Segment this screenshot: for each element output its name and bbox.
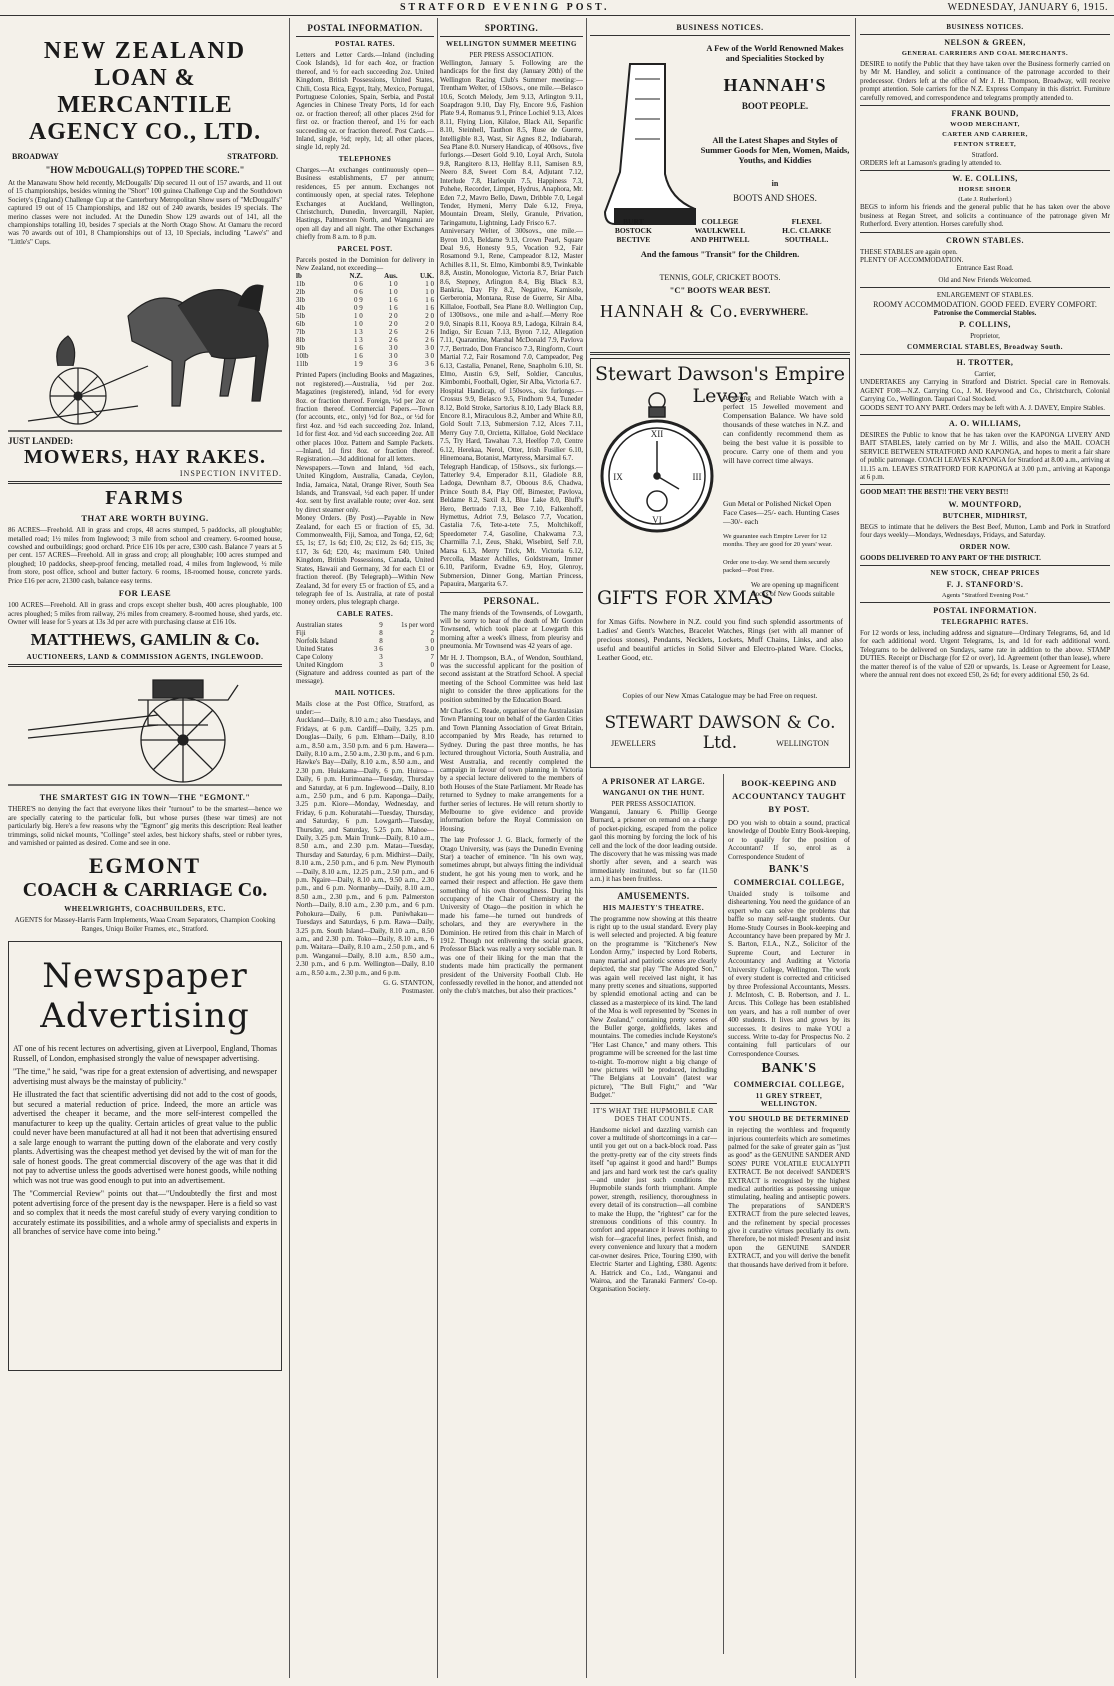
transit: And the famous "Transit" for the Children. bbox=[640, 249, 800, 259]
parcel-row bbox=[296, 280, 434, 288]
parcel-cell: 2 6 bbox=[425, 328, 434, 337]
sd-wellington: WELLINGTON bbox=[776, 739, 829, 748]
parcel-cell: 11lb bbox=[296, 360, 309, 369]
parcel-row bbox=[296, 344, 434, 352]
parcel-row bbox=[296, 296, 434, 304]
gifts-for-xmas: GIFTS FOR XMAS bbox=[597, 587, 774, 609]
parcel-cell: 4lb bbox=[296, 304, 305, 313]
personal-1: The many friends of the Townsends, of Lowgarth, will be sorry to hear of the death of Mr Gordon Townsend, which took place at Lowgarth this morning after a week's illness, from pleurisy and pneumonia. Mr Townsend was 42 years of age. bbox=[440, 608, 583, 651]
parcel-cell: 2 6 bbox=[425, 336, 434, 345]
bookkeeping-heading: BOOK-KEEPING AND ACCOUNTANCY TAUGHT BY POST. bbox=[732, 778, 846, 814]
c-boots: "C" BOOTS WEAR BEST. bbox=[669, 285, 771, 295]
parcel-cell: 8lb bbox=[296, 336, 305, 345]
parcel-cell: 2 0 bbox=[388, 320, 398, 329]
enlargement: ENLARGEMENT OF STABLES. bbox=[936, 291, 1034, 300]
column-5 bbox=[860, 20, 1110, 1680]
news-body-3: He illustrated the fact that scientific advertising did not add to the cost of goods, but secured a material reduction of price. Indeed, the more an article was advertised the cheaper it became, and the more self-interest compelled the manufacturer to keep up the quality. Certain articles of great value to the public could never have been manufactured at all had it not been that advertising ensured a sale large enough to warrant the putting down of the elaborate and very costly plants. Advertising was the cheapest method yet devised by the wit of man for the sale of honest goods. The great commercial discovery of the age was that it did not pay to advertise unless the goods advertised were honest goods, while nothing which was not true was good enough to put into an advertisement. bbox=[13, 1090, 277, 1185]
cable-table bbox=[296, 621, 434, 669]
hannah-ad bbox=[590, 39, 850, 349]
banks-1: BANK'S bbox=[768, 864, 810, 876]
sd-body-2: Gun Metal or Polished Nickel Open Face Cases—25/- each. Hunting Cases—30/- each bbox=[723, 499, 840, 526]
parcel-row bbox=[296, 360, 434, 368]
collins-body: BEGS to inform his friends and the general public that he has taken over the above business at Regan Street, and solicits a continuance of the patronage given Mr Rutherford. Every attention. Horses carefully shod. bbox=[860, 203, 1110, 229]
williams: A. O. WILLIAMS, bbox=[948, 419, 1022, 428]
sander-body: in rejecting the worthless and frequently injurious counterfeits which are sometimes palmed for the sake of greater gain as "just as good" as the GENUINE SANDER AND SONS' PURE VOLATILE EUCALYPTI EXTRACT. Be not deceived! SANDER'S EXTRACT is recognised by the highest medical authorities as possessing unique stimulating, healing and antiseptic powers. The preparations of SANDER'S EXTRACT from the pure selected leaves, and the refinement by special processes give it curative virtues peculiarly its own. Therefore, be not misled! Present and insist upon the GENUINE SANDER EXTRACT, and you will derive the benefit that thousands have derived from it before. bbox=[728, 1126, 850, 1269]
egmont-heading-2: COACH & CARRIAGE Co. bbox=[22, 879, 268, 902]
personal-3: Mr Charles C. Reade, organiser of the Australasian Town Planning tour on behalf of the Garden Cities and Town Planning Association of Great Britain, accompanied by Mrs Reade, has returned to Sydney. During the past three months, he has lectured throughout Victoria, South Australia, and West Australia, and recently completed the campaign in favour of town planning in Victoria by a special lecture delivered to the members of both Houses of the State Parliament. Mr Reade has returned to Sydney to make arrangements for a further series of lectures. He will return shortly to Melbourne to give evidence and provide information before the Royal Commission on Housing. bbox=[440, 707, 583, 833]
telephones: TELEPHONES bbox=[338, 154, 392, 163]
cable-cell: Cape Colony bbox=[296, 652, 333, 661]
news-title-2: Advertising bbox=[40, 996, 250, 1037]
parcel-header-cell: U.K. bbox=[420, 272, 434, 281]
xmas-side: We are opening up magnificent stocks of New Goods suitable bbox=[751, 581, 839, 598]
column-2 bbox=[296, 20, 434, 1680]
postal-heading: POSTAL INFORMATION. bbox=[307, 23, 423, 33]
news-title: Newspaper bbox=[42, 956, 248, 997]
masthead-rule bbox=[0, 15, 1114, 16]
newspaper-advertising-box bbox=[8, 941, 282, 1371]
cable-cell: 0 bbox=[430, 636, 434, 645]
parcel-cell: 3 0 bbox=[388, 352, 398, 361]
cable-cell: 0 bbox=[430, 660, 434, 669]
wanganui-heading: WANGANUI ON THE HUNT. bbox=[602, 789, 705, 797]
carrier: Carrier, bbox=[974, 370, 996, 379]
new-stock: NEW STOCK, CHEAP PRICES bbox=[930, 569, 1040, 578]
svg-text:XII: XII bbox=[650, 429, 664, 439]
sander-heading: YOU SHOULD BE DETERMINED bbox=[729, 1115, 849, 1124]
parcel-cell: 3 0 bbox=[425, 344, 434, 353]
brand-name: SOUTHALL. bbox=[784, 235, 829, 244]
postmaster: Postmaster. bbox=[401, 986, 434, 995]
hannah-intro: A Few of the World Renowned Makes and Specialities Stocked by bbox=[706, 43, 844, 63]
sd-body-4: Order one to-day. We send them securely packed—Post Free. bbox=[723, 559, 831, 574]
goods-delivered: GOODS DELIVERED TO ANY PART OF THE DISTRICT. bbox=[860, 553, 1041, 562]
parcel-cell: 3 6 bbox=[388, 360, 398, 369]
postal-body: Letters and Letter Cards.—Inland (including Cook Islands), 1d for each 4oz, or fraction thereof, and ½ for each succeeding 2oz. United Kingdom, British Possessions, United States, Chili, Costa Rica, Egypt, Italy, Mexico, Portugal, Portuguese Colonies, Spain, Serbia, and Postal Agencies in Chinese Treaty Ports, 1d for each oz. or fraction thereof; all other places 2½d for first oz. or fraction thereof, and 1½ for each succeeding oz. or fraction thereof. Post Cards.—Inland, single, ½d; reply, 1d; all other places, single 1d, reply 2d. bbox=[296, 51, 434, 152]
parcel-cell: 1 0 bbox=[388, 288, 398, 297]
col4-lower-right bbox=[723, 774, 850, 1654]
parcel-cell: 0 6 bbox=[353, 280, 363, 289]
cable-row bbox=[296, 653, 434, 661]
mountford: W. MOUNTFORD, bbox=[948, 499, 1022, 509]
business-notices: BUSINESS NOTICES. bbox=[676, 23, 764, 32]
parcel-row bbox=[296, 312, 434, 320]
brand-name: BURT bbox=[623, 217, 644, 226]
entrance: Entrance East Road. bbox=[956, 264, 1014, 273]
lease-body: 100 ACRES—Freehold. All in grass and crops except shelter bush, 400 acres ploughable, 100 acres ploughed; 5 miles from railway, 2½ miles from creamery. 8-roomed house, shed yards, etc. Owner will lease for 5 years at 13s 3d per acre with purchasing clause at £16 10s. bbox=[8, 601, 282, 626]
matthews-heading: MATTHEWS, GAMLIN & Co. bbox=[30, 630, 260, 650]
cable-cell: 3 6 bbox=[374, 644, 383, 653]
nz-name-2: LOAN & MERCANTILE bbox=[57, 65, 233, 118]
parcel-cell: 0 6 bbox=[353, 288, 363, 297]
mail-list: Auckland—Daily, 8.10 a.m.; also Tuesdays, and Fridays, at 6 p.m. Cardiff—Daily, 3.25 p.m. Douglas—Daily, 6 p.m. Eltham—Daily, 8.10 a.m., 8.50 a.m., 3.50 p.m. and 6 p.m. Hawera—Daily, 8.10 a.m., 2.50 a.m., 2.30 p.m., and 6 p.m. Hawke's Bay—Daily, 8.10 a.m., 8.50 a.m., and 2.30 p.m. Huiakama—Daily, 6 p.m. Huiroa—Daily, 6 p.m. Hurimoana—Tuesday, Thursday and Saturday, at 6 p.m. Inglewood—Daily, 8.10 a.m., 2.50 p.m., and 6 p.m. Kaponga—Daily, 3.25 p.m. Kiore—Monday, Wednesday, and Friday, 6 p.m. Kohuratahi—Tuesday, Thursday, and Saturday, 6 p.m. Lowgarth—Tuesday, Thursday, and Saturday, 5.25 p.m. Mahoe—Daily, 3.25 p.m. Main Trunk—Daily, 8.10 a.m., 8.50 a.m., and 2.30 p.m. Matau—Tuesday, Thursday and Saturday, 6 p.m. Midhirst—Daily, 8.10 a.m., 2.50 p.m., and 6 p.m. New Plymouth—Daily, 8.10 a.m., 12.25 p.m., 2.50 p.m., and 6 p.m. Ngaire—Daily, 8.10 a.m., 9.50 a.m., 2.30 p.m., and 6 p.m. Normanby—Daily, 8.10 a.m., 8.50 a.m., 2.30 p.m., and 6 p.m. Palmerston North—Daily, 8.10 a.m., 2.30 p.m., and 6 p.m. Pohokura—Daily, 6 p.m. Puniwhakau—Tuesdays and Saturdays, 6 p.m. Rawa—Daily, 3.25 p.m. South Island—Daily, 8.10 a.m., 8.50 a.m., and 2.30 p.m. Toko—Daily, 8.10 a.m., 6 p.m. Waitara—Daily, 8.10 a.m., 2.50 p.m., and 6 p.m. Wanganui—Daily, 8.10 a.m., 8.50 a.m., 2.30 p.m., and 6 p.m. Wellington—Daily, 8.10 a.m., 8.50 a.m., 2.30 p.m., and 6 p.m. bbox=[296, 716, 434, 977]
paper-date: WEDNESDAY, JANUARY 6, 1915. bbox=[947, 2, 1108, 13]
telegraph-body: For 12 words or less, including address and signature—Ordinary Telegrams, 6d, and 1d for each additional word. Urgent Telegrams, 1s, and 1d for each additional word. Telegrams to be delivered on Sundays, same rate in addition to the above. STAMP DUTIES. Receipt or Discharge (for £2 or over), 1d. Agreement (other than lease), where the matter thereof is of the value of £20 or upwards, 1s. Lease or Agreement for Lease, where the annual rent does not exceed £50, 2s 6d; for every additional £50, 2s 6d. bbox=[860, 629, 1110, 680]
parcel-cell: 1 6 bbox=[425, 304, 434, 313]
nz-address-left: BROADWAY bbox=[12, 152, 59, 161]
parcel-cell: 1 3 bbox=[353, 328, 363, 337]
agents: Agents "Stratford Evening Post." bbox=[941, 592, 1029, 600]
newspapers: Newspapers.—Town and Inland, ½d each, United Kingdom, Australia, Canada, Ceylon, India, Jamaica, Natal, Orange River, South Sea Islands, and Transvaal, ½d each paper. If under 4oz. sent by first available route; over 4oz. sent by direct steamer only. bbox=[296, 463, 434, 514]
parcel-row bbox=[296, 336, 434, 344]
parcel-cell: 6lb bbox=[296, 320, 305, 329]
gig-body: THERE'S no denying the fact that everyone likes their "turnout" to be the smartest—hence we are specially catering to the particular folk, but whose purses (these war times) are not particularly big. Here's a few reasons why the "Egmont" gig merits this description: Real leather trimmings, solid nickel mounts, "Collinge" steel axles, best hickory shafts, steel or rubber tyres, and varnished or painted as desired. Come and see in one. bbox=[8, 805, 282, 847]
cable-cell: 1s per word bbox=[400, 620, 434, 629]
watch-illustration bbox=[597, 391, 717, 541]
catalogue-note: Copies of our New Xmas Catalogue may be had Free on request. bbox=[622, 691, 818, 700]
parcel-cell: 1 6 bbox=[353, 344, 363, 353]
press-association: PER PRESS ASSOCIATION. bbox=[469, 51, 554, 59]
money-orders: Money Orders. (By Post).—Payable in New Zealand, for each £5 or fraction of £5, 3d. Commonwealth, Fiji, Samoa, and Tonga, £2, 6d; £5, 1s; £7, 1s 6d; £10, 2s; £12, 2s 6d; £15, 3s; £17, 3s 6d; £20, 4s; maximum £40. United Kingdom, British Possessions, Canada, United States, Hawaii and Germany, 3d for each £1 or fraction thereof. (By Telegraph)—Within New Zealand, 3d for every £5 or fraction of £5, and a telegraph fee of 1s. Australia, at rate of postal money orders, plus telegraph charge. bbox=[296, 514, 434, 607]
sporting-body-4: Telegraph Handicap, of 150sovs., six furlongs.—Tatterley 9.4, Emperador 8.11, Gladiole 8.8, Ladoga, Dewnham 8.7, Oboous 8.6, Chadwa, Prince South 8.4, Play Off, Bimester, Pavlova, Beldame 8.2, Saxil 8.1, Blue Lake 8.0, Bluff's Hero, Bertrado 7.13, Bee 7.10, Falkenhoff, Hymettus, Adriot 7.9, Belasco 7.7, Vocation, Castalia 7.6, Tete-a-tete 7.5, Moltchikoff, Speedometer 7.4, Gasoline, Chakwama 7.3, Charmilla 7.1, Zeus, Shaki, Wisebird, Self 7.0, Marsa 6.13, Merry Trick, Mt. Victoria 6.12, Percolla, Master Achilles, Goldstream, Immer 6.10, Pariform, Evadne 6.9, Hoy, Glenroy, Submersion, Dinner Gong, Martian Princess, Papauira, Margarita 6.7. bbox=[440, 462, 583, 589]
cable-cell: 9 bbox=[379, 620, 383, 629]
parcel-cell: 2 0 bbox=[425, 312, 434, 321]
hupmobile-heading: IT'S WHAT THE HUPMOBILE CAR DOES THAT COUNTS. bbox=[593, 1106, 714, 1123]
old-new-friends: Old and New Friends Welcomed. bbox=[938, 276, 1032, 285]
brand-name: AND PHITWELL bbox=[690, 235, 750, 244]
parcel-cell: 1 9 bbox=[353, 360, 363, 369]
hannah-co: HANNAH & Co. bbox=[600, 301, 739, 321]
crown-stables: CROWN STABLES. bbox=[946, 235, 1024, 245]
parcel-cell: 0 9 bbox=[353, 296, 363, 305]
frank-bound: FRANK BOUND, bbox=[951, 109, 1019, 119]
mowers-heading: MOWERS, HAY RAKES. bbox=[23, 446, 267, 469]
cable-cell: 3 0 bbox=[425, 644, 434, 653]
col4-lower bbox=[590, 774, 850, 1654]
late-rutherford: (Late J. Rutherford.) bbox=[958, 196, 1012, 204]
just-landed: JUST LANDED: bbox=[8, 436, 74, 447]
parcel-intro: Parcels posted in the Dominion for delivery in New Zealand, not exceeding— bbox=[296, 255, 434, 272]
hannah-name: HANNAH'S bbox=[723, 75, 827, 95]
svg-text:III: III bbox=[692, 472, 702, 482]
matthews-sub: AUCTIONEERS, LAND & COMMISSION AGENTS, INGLEWOOD. bbox=[26, 653, 264, 662]
parcel-cell: 1 0 bbox=[388, 280, 398, 289]
sd-body-1: A strong and Reliable Watch with a perfect 15 Jewelled movement and Compensation Balance. We have sold thousands of these watches in N.Z. and can confidently recommend them as being the best value it is possible to procure. Carry one of them and you will have correct time always. bbox=[723, 393, 843, 465]
brand-name: FLEXEL bbox=[791, 217, 822, 226]
parcel-header-cell: Aus. bbox=[384, 272, 398, 281]
column-divider bbox=[586, 18, 587, 1678]
column-divider bbox=[289, 18, 290, 1678]
proprietor: Proprietor, bbox=[970, 332, 1000, 341]
cable-note: (Signature and address counted as part of the message). bbox=[296, 668, 434, 686]
sd-title: Stewart Dawson's Empire Lever bbox=[595, 363, 845, 407]
parcel-cell: 3 0 bbox=[425, 352, 434, 361]
column-3 bbox=[440, 20, 583, 1680]
parcel-cell: 1 0 bbox=[425, 288, 434, 297]
cable-cell: 2 bbox=[430, 628, 434, 637]
order-now: ORDER NOW. bbox=[959, 542, 1011, 551]
prisoner-body: Wanganui, January 6. Phillip George Burnard, a prisoner on remand on a charge of pocket-picking, escaped from the police gaol this morning by forcing the lock of his cell and the lock of the door leading outside. The discovery that he was missing was made shortly after seven, and a search was immediately instituted, but so far (11.50 a.m.) it has been fruitless. bbox=[590, 808, 717, 884]
parcel-cell: 10lb bbox=[296, 352, 309, 361]
wellington-meeting: WELLINGTON SUMMER MEETING bbox=[446, 40, 577, 48]
parcel-cell: 2 0 bbox=[425, 320, 434, 329]
nelson-body: DESIRE to notify the Public that they have taken over the Business formerly carried on by Mr M. Handley, and solicit a continuance of the patronage accorded to their predecessor. Orders left at the office of Mr J. H. Thompson, Broadway, will receive prompt attention. Sole carriers for the N.Z. Express Company in this district. Furniture carefully removed, and correspondence and telegrams promptly attended to. bbox=[860, 60, 1110, 102]
parcel-cell: 3 0 bbox=[388, 344, 398, 353]
postal-information-2: POSTAL INFORMATION. bbox=[933, 606, 1037, 616]
boot-people: BOOT PEOPLE. bbox=[741, 101, 809, 111]
egmont-sub: WHEELWRIGHTS, COACHBUILDERS, ETC. bbox=[64, 905, 226, 914]
telephones-body: Charges.—At exchanges continuously open—Business establishments, £7 per annum; residences, £5 per annum. Exchanges not continuously open, at special rates. Telephone Exchanges at Auckland, Wellington, Christchurch, Dunedin, Invercargill, Napier, Hastings, Palmerston North, and Wanganui are open all day and all night. The other Exchanges chiefly from 8 a.m. to 8 p.m. bbox=[296, 165, 434, 242]
parcel-cell: 1 3 bbox=[353, 336, 363, 345]
cable-row bbox=[296, 629, 434, 637]
crown-body: THESE STABLES are again open. bbox=[860, 247, 958, 256]
prisoner-heading: A PRISONER AT LARGE. bbox=[601, 777, 706, 786]
parcel-table bbox=[296, 272, 434, 368]
column-4 bbox=[590, 20, 850, 1680]
grey-street: 11 GREY STREET, WELLINGTON. bbox=[755, 1092, 823, 1109]
parcel-row bbox=[296, 304, 434, 312]
roomy: ROOMY ACCOMMODATION. GOOD FEED. EVERY COMFORT. bbox=[873, 299, 1097, 309]
cable-cell: 7 bbox=[430, 652, 434, 661]
column-divider bbox=[855, 18, 856, 1678]
cable-cell: Australian states bbox=[296, 620, 343, 629]
sporting-body-1: Wellington, January 5. Following are the handicaps for the first day (January 20th) of the Wellington Racing Club's Summer meeting:— Trentham Welter, of 150sovs., one mile.—Belasco 10.6, Scotch Melody, Jem 9.13, Arlington 9.11, Soapdragon 9.10, Day Fly, Encore 9.6, Fashion Plate 9.4, Romanus 9.1, Prince Lochiel 9.13, Alces 8.11, Flying Lion, Kilaloe, Black Ail, Separific 8.10, Steinhell, Tauthon 8.5, Ruse de Guerre, Intelligible 8.3, Wast, Sir Agnes 8.2, Indiabarah, Sea Plane 8.0. Nursery Handicap, of 400sovs., five furlongs.—Desert Gold 9.10, Loyal Arch, Sutola 9.8, Rangitero 8.13, Hellfay 8.11, Samisen 8.9, Neero 8.8, Sweet Corn 8.4, Adjutant 7.12, Interlude 7.8, Harlequin 7.5, Happiness 7.3, Pohehe, Recorder, Limpet, Hydrus, Anaphora, Mr. Eden 7.2, Mavro Bello, Dawn, Dribble 7.0, Legal Tender, Hymeni, Merry Dale 6.12, Freya, Mountain Dream, Sleily, Granule, Privation, Taringamutu, Lightning, Lady Frisco 6.7. bbox=[440, 59, 583, 227]
postmaster-sign: G. G. STANTON, bbox=[383, 978, 434, 987]
parcel-cell: 0 9 bbox=[353, 304, 363, 313]
wood-merchant: WOOD MERCHANT, bbox=[950, 121, 1020, 129]
parcel-cell: 1 6 bbox=[425, 296, 434, 305]
business-notices-2: BUSINESS NOTICES. bbox=[946, 23, 1024, 31]
carter-carrier: CARTER AND CARRIER, bbox=[942, 131, 1028, 139]
mail-notices: MAIL NOTICES. bbox=[334, 688, 396, 697]
for-lease: FOR LEASE bbox=[118, 588, 172, 599]
brand-name: COLLEGE bbox=[701, 217, 739, 226]
paper-title: STRATFORD EVENING POST. bbox=[400, 2, 610, 13]
cable-cell: United States bbox=[296, 644, 334, 653]
svg-text:IX: IX bbox=[613, 472, 623, 482]
cable-cell: 8 bbox=[379, 636, 383, 645]
cable-cell: United Kingdom bbox=[296, 660, 344, 669]
parcel-header-cell: lb bbox=[296, 272, 302, 281]
printed-papers: Printed Papers (including Books and Magazines, not registered).—Australia, ½d per 2oz. Magazines (registered), inland, ½d for every 8oz. or fraction thereof. Foreign, ½d per 2oz or fraction thereof. Commercial Papers.—Town (for accounts, etc., only) ½d for 8oz., or ½d for first 4oz. and ½d each succeeding 2oz. Inland, 1d for first 4oz. and ½d each succeeding 2oz. All other places 10oz. Pattern and Sample Packets.—Inland, 1d first 8oz. or fraction thereof. Registration.—3d additional for all letters. bbox=[296, 371, 434, 464]
everywhere: EVERYWHERE. bbox=[740, 307, 808, 317]
plenty: PLENTY OF ACCOMMODATION. bbox=[860, 256, 964, 265]
mower-illustration bbox=[8, 246, 282, 436]
brand-name: H.C. CLARKE bbox=[782, 226, 832, 235]
frank-body: ORDERS left at Lamason's grading ly attended to. bbox=[860, 159, 1002, 168]
sporting-heading: SPORTING. bbox=[484, 23, 539, 33]
parcel-cell: 2 0 bbox=[388, 312, 398, 321]
cable-cell: Norfolk Island bbox=[296, 636, 338, 645]
masthead bbox=[0, 0, 1114, 14]
amusements-body: The programme now showing at this theatre is right up to the usual standard. Every play is well selected and projected. A big feature on the programme is "Kitchener's New London Army," inspected by Lord Roberts, many martial and patriotic scenes are clearly depicted, the star play "The Adopted Son," was again well received last night, it has many pretty scenes and situations, supported by splendid emotional acting and can be classed as a masterpiece of its kind. The land of the Moa is well represented by "Scenes in New Zealand," containing pretty scenes of the Buller gorge, goldfields, lakes and mountains. The comedies include Keystone's "Her Last Chance," and many others. This programme will be screened for the last time to-night. To-morrow night a big change of new pictures will be produced, including "The Belgians at Louvain" (latest war picture), "The Bull Fight," and "War Budget." bbox=[590, 914, 717, 1100]
parcel-cell: 2lb bbox=[296, 288, 305, 297]
banks-2: BANK'S bbox=[761, 1061, 817, 1077]
cable-row bbox=[296, 645, 434, 653]
commercial-stables: COMMERCIAL STABLES, Broadway South. bbox=[907, 343, 1063, 352]
mail-intro: Mails close at the Post Office, Stratford, as under:— bbox=[296, 699, 434, 716]
gig-illustration bbox=[8, 670, 282, 790]
col4-lower-left bbox=[590, 774, 717, 1654]
personal-4: The late Professor J. G. Black, formerly of the Otago University, was (says the Dunedin Evening Star) a teacher of eminence. "In his own way, sometimes abrupt, but always fitting the individual student, he got his young men to work, and he earned their respect and affection. He gave them something of his own thoroughness. During his occupancy of the Chair of Chemistry at the University of Otago—the position in which he made his fame—he turned out hundreds of scholars, and they are everywhere in the Dominion. He retired from this chair in March of 1912. Though not enlivening the social graces, Professor Black was really a very sociable man. It was one of their liking for the man that the students made him practically the permanent president of the University Football Club. He confessedly revelled in the honor, and attended not only the club's matches, but also their practices." bbox=[440, 836, 583, 996]
sporting-body-2: Anniversary Welter, of 300sovs., one mile.—Byron 10.3, Beldame 9.13, Crown Pearl, Square Deal 9.6, Honesty 9.5, Vocation 9.2, Fair Rosamond 9.1, Rene, Campeador 8.12, Master Achilles 8.11, St. Elmo, Kimbombi 8.9, Twinkable 8.8, Austin, Monologue, Victoria 8.7, Briar Patch 8.6, Stepney, Arlington 8.4, Big Black 8.3, Bankria, Day Fly 8.2, Negative, Kamisole, Gerberonia, Montana, Ruse de Guerre, Sir Alba, Killaloe, Football, Sea Plane 8.0. Wellington Cup, of 1300sovs., one mile and a-half.—Merry Roe 9.0, Sinapis 8.11, Kooya 8.9, Ladoga, Kilrain 8.4, Indigo, Sir Ecuan 7.13, Byron 7.12, Allegation 7.11, Quarantine, Marshal McDonald 7.9, Pavlova 7.7, Bertrado, Don Francisco 7.3, Ringform, Court Martial 7.2, Fair Rosamond 7.0, Campeador, Peg 6.13, Castalia, Penanel, Rene, Snapholm 6.10, St. Elmo, Austin 6.9, Self, Soldier, Canculus, Kimbombi, Football, Ogier, Sir Alba, Victoria 6.7. bbox=[440, 227, 583, 387]
goods-sent: GOODS SENT TO ANY PART. Orders may be left with A. J. DAVEY, Empire Stables. bbox=[860, 403, 1106, 412]
trotter-body: UNDERTAKES any Carrying in Stratford and District. Special care in Removals. AGENT FOR—N.Z. Carrying Co., J. M. Heywood and Co., Christchurch, Colonial Carrying Co., Wellington. Taupari Coal Stocked. bbox=[860, 378, 1110, 404]
nz-tagline: "HOW McDOUGALL(S) TOPPED THE SCORE." bbox=[45, 165, 245, 175]
parcel-cell: 2 6 bbox=[388, 328, 398, 337]
sd-company: STEWART DAWSON & Co. Ltd. bbox=[604, 713, 836, 753]
stanford: F. J. STANFORD'S. bbox=[946, 580, 1024, 590]
jewellers: JEWELLERS bbox=[611, 739, 656, 748]
cable-rates: CABLE RATES. bbox=[336, 609, 394, 618]
boot-illustration bbox=[600, 59, 700, 239]
nelson-sub: GENERAL CARRIERS AND COAL MERCHANTS. bbox=[901, 50, 1069, 57]
stewart-dawson-ad bbox=[590, 358, 850, 768]
commercial-college-1: COMMERCIAL COLLEGE, bbox=[733, 878, 845, 888]
cable-cell: 3 bbox=[379, 660, 383, 669]
parcel-cell: 1 6 bbox=[388, 304, 398, 313]
column-1 bbox=[8, 20, 282, 1680]
brand-name: WAULKWELL bbox=[694, 226, 746, 235]
patronise: Patronise the Commercial Stables. bbox=[933, 309, 1037, 318]
parcel-cell: 9lb bbox=[296, 344, 305, 353]
press-association-2: PER PRESS ASSOCIATION. bbox=[611, 800, 696, 808]
nz-address bbox=[12, 152, 278, 161]
column-divider bbox=[437, 18, 438, 1678]
egmont-agents: AGENTS for Massey-Harris Farm Implements, Waaa Cream Separators, Champion Cooking Ranges, Uniqu Boiler Frames, etc., Stratford. bbox=[14, 916, 276, 933]
brand-name: BOSTOCK bbox=[614, 226, 652, 235]
svg-text:VI: VI bbox=[652, 515, 662, 525]
nz-name-3: AGENCY CO., LTD. bbox=[28, 119, 262, 145]
farms-heading: FARMS bbox=[105, 487, 185, 510]
parcel-cell: 1 0 bbox=[353, 312, 363, 321]
butcher: BUTCHER, MIDHIRST, bbox=[942, 511, 1028, 520]
personal-heading: PERSONAL. bbox=[483, 595, 540, 606]
cable-row bbox=[296, 637, 434, 645]
hannah-in: in bbox=[771, 179, 779, 188]
bookkeeping-body-1: DO you wish to obtain a sound, practical knowledge of Double Entry Book-keeping, or to qualify for the position of Accountant? If so, enrol as a Correspondence Student of bbox=[728, 819, 850, 861]
boots-and-shoes: BOOTS AND SHOES. bbox=[733, 193, 817, 203]
mountford-body: BEGS to intimate that he delivers the Best Beef, Mutton, Lamb and Pork in Stratford four days weekly—Mondays, Wednesdays, Fridays, and Saturday. bbox=[860, 522, 1110, 540]
inspection: INSPECTION INVITED. bbox=[179, 469, 282, 479]
fenton-street: FENTON STREET, bbox=[953, 141, 1017, 149]
parcel-row bbox=[296, 288, 434, 296]
commercial-college-2: COMMERCIAL COLLEGE, bbox=[733, 1080, 845, 1090]
news-body-2: "The time," he said, "was ripe for a great extension of advertising, and newspaper advertising must always be the mainstay of publicity." bbox=[13, 1067, 277, 1086]
personal-2: Mr H. J. Thompson, B.A., of Wendon, Southland, was the successful applicant for the position of second assistant at the Stratford School. A special meeting of the School Committee was held last night to consider the three applications for the position submitted by the Education Board. bbox=[440, 653, 583, 704]
farms-sub: THAT ARE WORTH BUYING. bbox=[81, 513, 209, 524]
parcel-cell: 1 0 bbox=[353, 320, 363, 329]
cable-cell: 8 bbox=[379, 628, 383, 637]
p-collins: P. COLLINS, bbox=[959, 320, 1011, 330]
farms-body: 86 ACRES—Freehold. All in grass and crops, 48 acres stumped, 5 paddocks, all ploughable; metalled road; 1½ miles from Inglewood; 3 mile from school and creamery. 6-roomed house, cowshed and outbuildings; good orchard. Price £16 10s per acre, £300 cash. Balance 7 years at 5 per cent. 157 ACRES—Freehold. All in grass and crop; all ploughable; 100 acres stumped and ploughed; 10 paddocks, sheep-proof fencing, metalled road, 4 miles from Inglewood, ½ mile from store, post office, school and butter factory. 6 rooms, 18-roomed house, concrete yards. Price £16 per acre, 21300 cash, balance easy terms. bbox=[8, 526, 282, 585]
nelson-green: NELSON & GREEN, bbox=[944, 38, 1026, 47]
gig-heading: THE SMARTEST GIG IN TOWN—THE "EGMONT." bbox=[39, 793, 251, 803]
hupmobile-body: Handsome nickel and dazzling varnish can cover a multitude of shortcomings in a car—until you get out on a back-block road. Pass the pretty-pretty ear of the city streets finds itself "up against it good and hard!" Bumps and jars and hard work test the car's quality—and under just such conditions the Hupmobile stands forth triumphant. Ample power, strength, resiliency, thoroughness in every detail of its construction—all combine to make the Hupp, the "rightest" car for the strenuous conditions of this country. In comfort and appearance it leaves nothing to wish for—graceful lines, perfect finish, and every convenience and luxury that a modern car-owner desires. Price, Touring £390, with Electric Starter and Lighting, £380. Agents: A. Hatrick and Co., Ltd., Wanganui and Wairoa, and the Taranaki Farmers' Co-op. Organisation Society. bbox=[590, 1125, 717, 1294]
hannah-styles: All the Latest Shapes and Styles of Summer Goods for Men, Women, Maids, Youths, and Kiddies bbox=[700, 135, 850, 165]
parcel-row bbox=[296, 352, 434, 360]
cable-row bbox=[296, 661, 434, 669]
parcel-cell: 1lb bbox=[296, 280, 305, 289]
parcel-cell: 2 6 bbox=[388, 336, 398, 345]
news-body-4: The "Commercial Review" points out that—"Undoubtedly the first and most potent advertising force of the present day is the newspaper. Here is a field so vast and so complex that it needs the most careful study of every varying condition to accurately estimate its possibilities, and a whole army of specialists and experts in all branches of service have come into being." bbox=[13, 1189, 277, 1237]
stratford: Stratford. bbox=[971, 151, 999, 160]
parcel-cell: 1 0 bbox=[425, 280, 434, 289]
horse-shoer: HORSE SHOER bbox=[958, 186, 1012, 194]
telegraphic-rates: TELEGRAPHIC RATES. bbox=[941, 618, 1029, 627]
williams-body: DESIRES the Public to know that he has taken over the KAPONGA LIVERY AND BAIT STABLES, lately carried on by Mr J. Willis, and also the MAIL COACH SERVICE BETWEEN STRATFORD AND KAPONGA, and hopes to merit a fair share of public patronage. COACH LEAVES KAPONGA for Stratford at 8.00 a.m., arriving at 11.15 a.m. LEAVES STRATFORD FOR KAPONGA at 3.00 p.m., arriving at Kaponga at 6 p.m. bbox=[860, 431, 1110, 482]
nz-body: At the Manawatu Show held recently, McDougalls' Dip secured 11 out of 157 awards, and 11 out of 15 championships, besides winning the "Short" 100 guinea Challenge Cup and the Southdown Society's (England) Challenge Cup at the Canterbury Metropolitan Show users of "McDougall's" captured 19 out of 15 Championships, and 182 out of 240 awards, besides 19 specials. The merino classes were not included. At the Dunedin Show 129 awards out of 141, all the championships totalling 10, besides 7 specials at the North Otago Show. At Oamaru the record was 70 awards out of 101, 8 Championships out of 13, 10 Specials, including "Lawe's" and "Little's" Cups. bbox=[8, 179, 282, 246]
parcel-post: PARCEL POST. bbox=[337, 244, 393, 253]
brand-list bbox=[590, 217, 850, 244]
bookkeeping-body-2: Unaided study is toilsome and disheartening. You need the guidance of an expert who can solve the problems that baffle so many self-taught students. Our Home-Study Courses in Book-keeping and Accountancy have been prepared by Mr J. S. Barton, F.I.A., N.Z., Solicitor of the Supreme Court, and Lecturer in Accountancy and Auditing at Victoria University College, Wellington. The work of every student is corrected and criticised by three Professional Accountants, Messrs. J. McIntosh, C. B. Robertson, and J. L. Arcus. This College has been established ten years, and has a roll number of over 400 students. It lives and grows by its successes. It desires to make YOU a success. Write to-day for Prospectus No. 2 containing full particulars of our Correspondence Courses. bbox=[728, 890, 850, 1058]
cable-cell: 3 bbox=[379, 652, 383, 661]
parcel-cell: 5lb bbox=[296, 312, 305, 321]
parcel-cell: 3lb bbox=[296, 296, 305, 305]
majesty-theatre: HIS MAJESTY'S THEATRE. bbox=[602, 903, 705, 912]
trotter: H. TROTTER, bbox=[956, 358, 1014, 368]
nz-name: NEW ZEALAND bbox=[43, 38, 247, 64]
nz-address-right: STRATFORD. bbox=[227, 152, 278, 161]
cable-cell: Fiji bbox=[296, 628, 306, 637]
cable-row bbox=[296, 621, 434, 629]
egmont-heading: EGMONT bbox=[88, 853, 202, 879]
tennis: TENNIS, GOLF, CRICKET BOOTS. bbox=[659, 273, 781, 282]
parcel-cell: 7lb bbox=[296, 328, 305, 337]
good-meat: GOOD MEAT! THE BEST!! THE VERY BEST!! bbox=[860, 488, 1009, 497]
parcel-row bbox=[296, 328, 434, 336]
parcel-cell: 1 6 bbox=[388, 296, 398, 305]
sd-body-3: We guarantee each Empire Lever for 12 months. They are good for 20 years' wear. bbox=[723, 533, 833, 548]
parcel-row bbox=[296, 320, 434, 328]
sporting-body-3: Hospital Handicap, of 150sovs., six furlongs.—Crossus 9.9, Belasco 9.5, Findhorn 9.4, Tuneder 8.12, Bold Stroke, Sartorius 8.10, Lady Black 8.8, Encore 8.1, Miraculous 8.2, Amber and White 8.0, Gold Soult 7.13, Submersion 7.12, Alces 7.11, Merry Guy 7.0, Orcietta, Killaloe, Gold Necklace 7.5, Try Hard, Tawahau 7.3, Heelfop 7.0, Centre 6.12, Herekaa, Nerol, Otter, Irish Fusilier 6.10, Hinemoana, Botanist, Martyress, Marsimal 6.7. bbox=[440, 386, 583, 463]
collins: W. E. COLLINS, bbox=[952, 174, 1018, 184]
parcel-header-row bbox=[296, 272, 434, 280]
news-body-1: AT one of his recent lectures on advertising, given at Liverpool, England, Thomas Russell, of London, emphasised strongly the value of newspaper advertising. bbox=[13, 1044, 277, 1063]
xmas-body: for Xmas Gifts. Nowhere in N.Z. could you find such splendid assortments of Ladies' and Gent's Watches, Bracelet Watches, Rings (set with all manner of precious stones), Pendants, Necklets, Lockets, Muff Chains, Links, and also useful and beautiful articles in Solid Silver and Electro-plated Ware. Clocks, Leather Good, etc. bbox=[597, 617, 843, 662]
amusements-heading: AMUSEMENTS. bbox=[617, 890, 690, 901]
parcel-cell: 3 6 bbox=[425, 360, 434, 369]
brand-name: BECTIVE bbox=[616, 235, 651, 244]
parcel-header-cell: N.Z. bbox=[349, 272, 363, 281]
postal-rates: POSTAL RATES. bbox=[335, 40, 395, 48]
parcel-cell: 1 6 bbox=[353, 352, 363, 361]
